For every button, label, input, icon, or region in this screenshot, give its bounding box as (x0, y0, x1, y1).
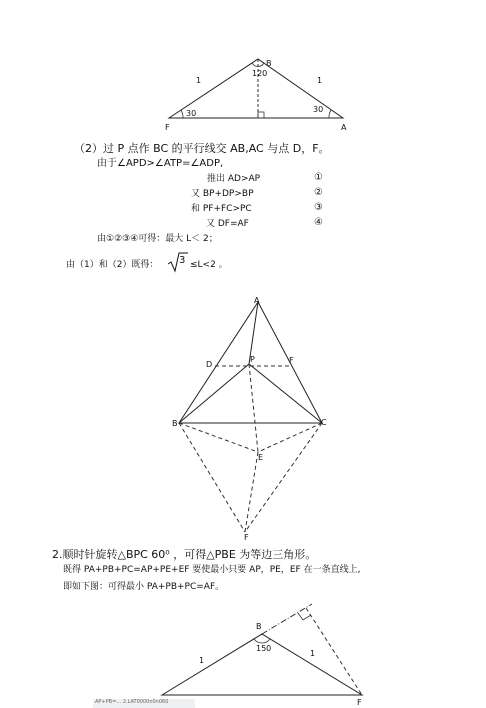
part2-conclusion: 由①②③④可得：最大 L＜ 2； (97, 234, 218, 244)
fig2-label-p: P (250, 355, 255, 364)
figure-1-triangle (0, 0, 486, 140)
step-2-number: ② (314, 187, 323, 198)
figure-3-triangle (0, 598, 486, 708)
step-3-number: ③ (314, 202, 323, 213)
step-4-text: 又 DF=AF (206, 219, 249, 229)
fig1-side-left: 1 (196, 76, 202, 85)
part3-line-3: 即如下图：可得最小 PA+PB+PC=AF。 (63, 582, 225, 592)
fig1-angle-left-30: 30 (186, 109, 197, 118)
fig2-label-e: E (258, 453, 264, 462)
step-2-text: 又 BP+DP>BP (191, 189, 254, 199)
fig2-label-c: C (321, 418, 327, 427)
part3-line-2: 既得 PA+PB+PC=AP+PE+EF 要使最小只要 AP，PE，EF 在一条直线上, (63, 565, 361, 575)
fig2-label-d: D (206, 360, 213, 369)
step-1-number: ① (314, 172, 323, 183)
step-4-number: ④ (314, 217, 323, 228)
fig1-angle-120: 120 (252, 69, 268, 78)
figure-2-rotation-diagram (0, 290, 486, 550)
fig3-side-right: 1 (310, 649, 316, 658)
fig1-side-right: 1 (317, 76, 323, 85)
sqrt-sign-icon (167, 251, 189, 273)
fig2-label-b: B (172, 419, 178, 428)
part3-heading: 2.顺时针旋转△BPC 60⁰ ，可得△PBE 为等边三角形。 (52, 548, 317, 561)
combined-suffix: ≤L<2 。 (190, 260, 228, 270)
fig2-label-f-top: F (289, 356, 294, 365)
part2-heading: （2）过 P 点作 BC 的平行线交 AB,AC 与点 D，F。 (74, 142, 330, 155)
fig3-label-b: B (256, 622, 262, 631)
part2-because: 由于∠APD>∠ATP=∠ADP, (97, 158, 224, 169)
sqrt-radicand: 3 (179, 255, 186, 266)
fig1-angle-right-30: 30 (313, 105, 324, 114)
fig2-label-a: A (254, 296, 260, 305)
fig3-angle-150: 150 (256, 644, 272, 653)
fig2-label-f-bottom: F (244, 533, 249, 542)
step-3-text: 和 PF+FC>PC (191, 204, 252, 214)
fig1-label-b: B (266, 59, 272, 68)
fig1-label-f: F (165, 123, 170, 132)
fig1-label-a: A (341, 123, 347, 132)
step-1-text: 推出 AD>AP (207, 174, 261, 184)
fig3-side-left: 1 (199, 656, 205, 665)
footer-strip (93, 699, 195, 708)
fig3-label-f: F (357, 698, 362, 707)
combined-prefix: 由（1）和（2）既得： (66, 260, 159, 270)
footer-strip-text: AP+PB=… 2.LAT0000n0n060 (95, 699, 169, 705)
